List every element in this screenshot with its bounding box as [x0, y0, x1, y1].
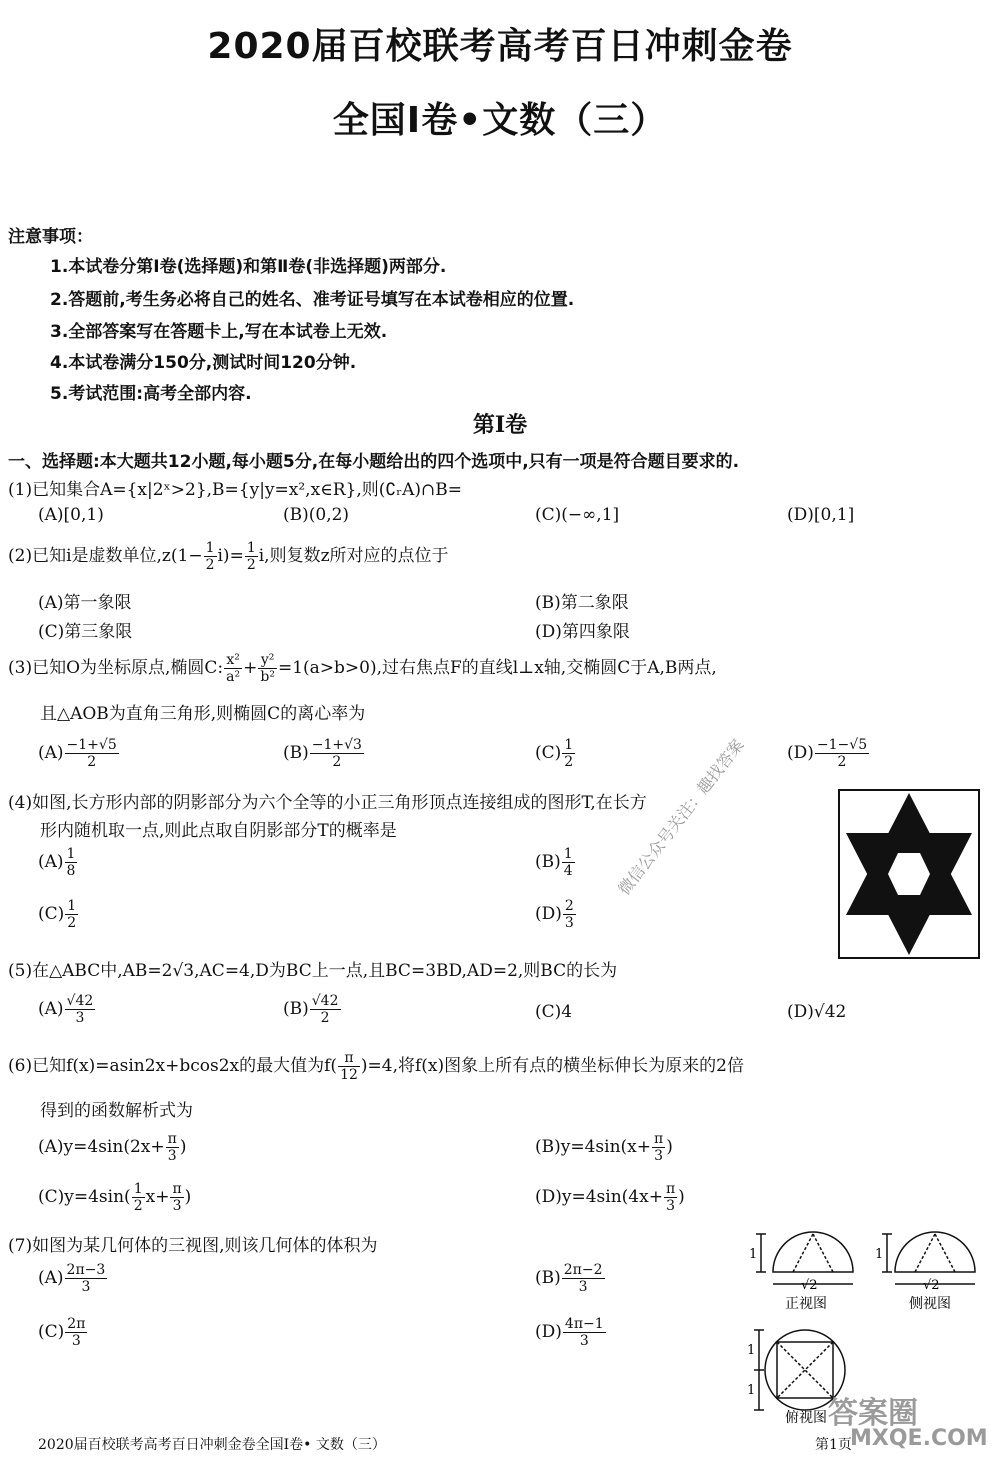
q3-option-a: (A) $\frac{-1+√5}{2}$	[38, 737, 117, 770]
q4-stem-line1: (4)如图,长方形内部的阴影部分为六个全等的小正三角形顶点连接组成的图形T,在长方	[8, 793, 647, 813]
front-height-label: 1	[749, 1247, 758, 1262]
notice-heading: 注意事项：	[8, 227, 93, 247]
q1-option-c: (C)(−∞,1]	[535, 505, 620, 525]
q2-option-a: (A)第一象限	[38, 593, 132, 613]
q1-option-d: (D)[0,1]	[787, 505, 855, 525]
q2-stem: (2)已知i是虚数单位,z(1− $\frac{1}{2}$ i)= $\frac{1}{2}$ i,则复数z所对应的点位于	[8, 540, 449, 573]
q7-option-c: (C) $\frac{2\pi}{3}$	[38, 1316, 86, 1349]
q3-stem: (3)已知O为坐标原点,椭圆C: $\frac{\text{x²}}{\text{a²}}$ + $\frac{\text{y²}}{\text{b²}}$ =1(a>b>0),过右焦点F的直线l⊥x轴,交椭圆C于A,B两点,	[8, 652, 717, 685]
q2-frac-1: $\frac{1}{2}$	[205, 540, 215, 573]
q2-option-c: (C)第三象限	[38, 622, 133, 642]
q2-option-b: (B)第二象限	[535, 593, 629, 613]
footer-title: 2020届百校联考高考百日冲刺金卷全国Ⅰ卷• 文数（三）	[38, 1437, 386, 1453]
top-label-1: 1	[747, 1343, 756, 1358]
q6-option-b: (B)y=4sin(x+ $\frac{\pi}{3}$ )	[535, 1131, 673, 1164]
q7-option-d: (D) $\frac{4\pi-1}{3}$	[535, 1316, 604, 1349]
q3-option-d: (D) $\frac{-1-√5}{2}$	[787, 737, 868, 770]
side-view-caption: 侧视图	[909, 1296, 951, 1312]
q1-option-b: (B)(0,2)	[283, 505, 350, 525]
q4-option-b: (B) $\frac{1}{4}$	[535, 846, 573, 879]
q3-option-b: (B) $\frac{-1+√3}{2}$	[283, 737, 362, 770]
side-width-label: √2	[923, 1278, 940, 1293]
q1-stem: (1)已知集合A={x|2ˣ>2},B={y|y=x²,x∈R},则(∁ᵣA)∩B=	[8, 480, 463, 500]
q4-hexagram-figure	[838, 789, 980, 959]
q4-stem-line2: 形内随机取一点,则此点取自阴影部分T的概率是	[40, 821, 397, 841]
section-title: 第Ⅰ卷	[472, 412, 528, 438]
q3-option-c: (C) $\frac{1}{2}$	[535, 737, 574, 770]
paper-subtitle: 全国Ⅰ卷•文数（三）	[332, 100, 668, 141]
q6-stem-line2: 得到的函数解析式为	[40, 1101, 193, 1121]
q2-option-d: (D)第四象限	[535, 622, 630, 642]
footer-page: 第1页	[815, 1437, 852, 1453]
watermark-text: 微信公众号关注：趣找答案	[614, 735, 748, 899]
q5-option-d: (D)√42	[787, 1002, 847, 1022]
site-logo: 答案圈	[828, 1396, 918, 1431]
top-view-caption: 俯视图	[785, 1410, 827, 1426]
q1-option-a: (A)[0,1)	[38, 505, 104, 525]
section-instruction: 一、选择题:本大题共12小题,每小题5分,在每小题给出的四个选项中,只有一项是符合题目要求的.	[8, 452, 740, 472]
notice-item-2: 2.答题前,考生务必将自己的姓名、准考证号填写在本试卷相应的位置.	[50, 290, 575, 310]
q6-stem-line1: (6)已知f(x)=asin2x+bcos2x的最大值为f( $\frac{\pi}{12}$ )=4,将f(x)图象上所有点的横坐标伸长为原来的2倍	[8, 1050, 744, 1083]
q2-frac-2: $\frac{1}{2}$	[246, 540, 256, 573]
top-label-2: 1	[747, 1383, 756, 1398]
q3-stem-line2: 且△AOB为直角三角形,则椭圆C的离心率为	[40, 704, 366, 724]
side-height-label: 1	[875, 1247, 884, 1262]
q7-option-a: (A) $\frac{2\pi-3}{3}$	[38, 1262, 106, 1295]
front-width-label: √2	[801, 1278, 818, 1293]
notice-item-3: 3.全部答案写在答题卡上,写在本试卷上无效.	[50, 322, 388, 342]
q4-option-d: (D) $\frac{2}{3}$	[535, 898, 574, 931]
q5-option-a: (A) $\frac{√42}{3}$	[38, 993, 94, 1026]
front-view-caption: 正视图	[785, 1296, 827, 1312]
site-domain: MXQE.COM	[850, 1426, 988, 1451]
q6-option-d: (D)y=4sin(4x+ $\frac{\pi}{3}$ )	[535, 1181, 685, 1214]
q7-option-b: (B) $\frac{2\pi-2}{3}$	[535, 1262, 603, 1295]
q7-stem: (7)如图为某几何体的三视图,则该几何体的体积为	[8, 1236, 378, 1256]
q6-option-a: (A)y=4sin(2x+ $\frac{\pi}{3}$ )	[38, 1131, 187, 1164]
paper-title: 2020届百校联考高考百日冲刺金卷	[207, 26, 793, 67]
q5-stem: (5)在△ABC中,AB=2√3,AC=4,D为BC上一点,且BC=3BD,AD=2,则BC的长为	[8, 961, 618, 981]
notice-item-1: 1.本试卷分第Ⅰ卷(选择题)和第Ⅱ卷(非选择题)两部分.	[50, 257, 447, 277]
q4-option-c: (C) $\frac{1}{2}$	[38, 898, 77, 931]
notice-item-4: 4.本试卷满分150分,测试时间120分钟.	[50, 353, 357, 373]
q4-option-a: (A) $\frac{1}{8}$	[38, 846, 76, 879]
q5-option-b: (B) $\frac{√42}{2}$	[283, 993, 339, 1026]
q5-option-c: (C)4	[535, 1002, 573, 1022]
q6-option-c: (C)y=4sin( $\frac{1}{2}$ x+ $\frac{\pi}{3}$ )	[38, 1181, 192, 1214]
notice-item-5: 5.考试范围:高考全部内容.	[50, 384, 252, 404]
